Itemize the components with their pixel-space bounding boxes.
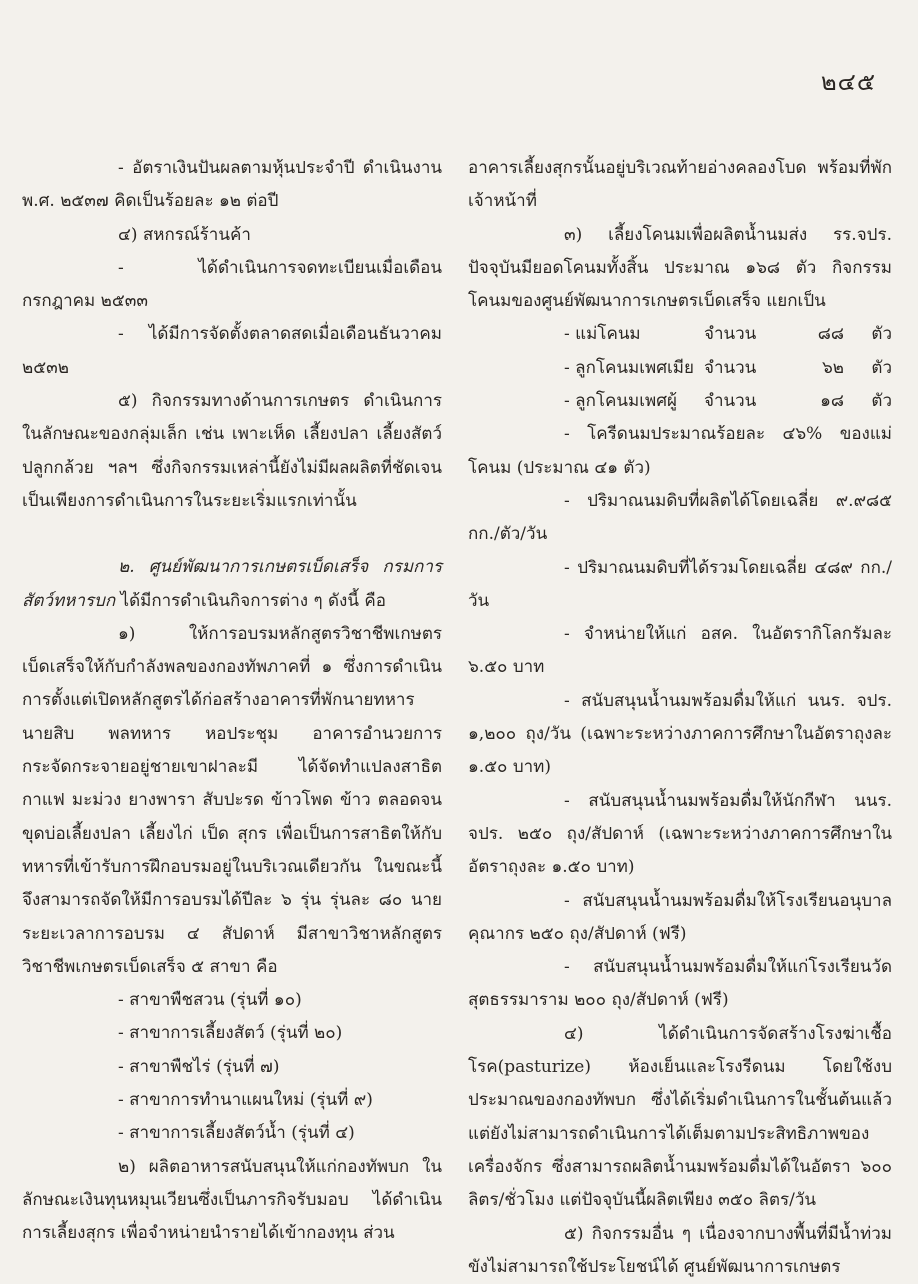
cattle-unit: ตัว	[844, 352, 892, 385]
other-activities-paragraph: ๕) กิจกรรมอื่น ๆ เนื่องจากบางพื้นที่มีน้ำท่วมขังไม่สามารถใช้ประโยชน์ได้ ศูนย์พัฒนาการเกษตร	[468, 1218, 892, 1284]
dairy-paragraph: ๓) เลี้ยงโคนมเพื่อผลิตน้ำนมส่ง รร.จปร. ปัจจุบันมียอดโคนมทั้งสิ้น ประมาณ ๑๖๘ ตัว กิจกรรมโคนมของศูนย์พัฒนาการเกษตรเบ็ดเสร็จ แยกเป็น	[468, 219, 892, 319]
page-number: ๒๔๕	[821, 62, 876, 101]
market-paragraph: - ได้มีการจัดตั้งตลาดสดเมื่อเดือนธันวาคม ๒๕๓๒	[22, 318, 442, 385]
registration-paragraph: - ได้ดำเนินการจดทะเบียนเมื่อเดือนกรกฎาคม ๒๕๓๓	[22, 252, 442, 319]
section-heading-tail: ได้มีการดำเนินกิจการต่าง ๆ ดังนี้ คือ	[115, 591, 386, 611]
section-heading-title: ๒. ศูนย์พัฒนาการเกษตรเบ็ดเสร็จ กรมการสัตว์ทหารบก	[22, 557, 442, 610]
section-gap	[22, 518, 442, 551]
cattle-label: จำนวน	[704, 352, 784, 385]
cattle-row	[468, 352, 892, 385]
milk-per-cow-paragraph: - ปริมาณนมดิบที่ผลิตได้โดยเฉลี่ย ๙.๙๘๕ กก./ตัว/วัน	[468, 485, 892, 552]
sales-paragraph: - จำหน่ายให้แก่ อสค. ในอัตรากิโลกรัมละ ๖.๕๐ บาท	[468, 618, 892, 685]
branch-item: - สาขาพืชสวน (รุ่นที่ ๑๐)	[22, 984, 442, 1017]
cattle-label: จำนวน	[704, 385, 784, 418]
cattle-name: - ลูกโคนมเพศผู้	[564, 385, 704, 418]
cattle-unit: ตัว	[844, 385, 892, 418]
cattle-name: - ลูกโคนมเพศเมีย	[564, 352, 704, 385]
branch-item: - สาขาการทำนาแผนใหม่ (รุ่นที่ ๙)	[22, 1084, 442, 1117]
cattle-row	[468, 318, 892, 351]
branch-item: - สาขาการเลี้ยงสัตว์น้ำ (รุ่นที่ ๔)	[22, 1117, 442, 1150]
agriculture-paragraph: ๕) กิจกรรมทางด้านการเกษตร ดำเนินการในลักษณะของกลุ่มเล็ก เช่น เพาะเห็ด เลี้ยงปลา เลี้ยงสัตว์ ปลูกกล้วย ฯลฯ ซึ่งกิจกรรมเหล่านี้ยังไม่มีผลผลิตที่ชัดเจน เป็นเพียงการดำเนินการในระยะเริ่มแรกเท่านั้น	[22, 385, 442, 518]
left-column	[22, 152, 442, 1251]
branch-item: - สาขาพืชไร่ (รุ่นที่ ๗)	[22, 1051, 442, 1084]
cattle-name: - แม่โคนม	[564, 318, 704, 351]
training-paragraph: ๑) ให้การอบรมหลักสูตรวิชาชีพเกษตรเบ็ดเสร็จให้กับกำลังพลของกองทัพภาคที่ ๑ ซึ่งการดำเนินการตั้งแต่เปิดหลักสูตรได้ก่อสร้างอาคารที่พักนายทหาร นายสิบ พลทหาร หอประชุม อาคารอำนวยการ กระจัดกระจายอยู่ชายเขาฝาละมี ได้จัดทำแปลงสาธิต กาแฟ มะม่วง ยางพารา สับปะรด ข้าวโพด ข้าว ตลอดจนขุดบ่อเลี้ยงปลา เลี้ยงไก่ เป็ด สุกร เพื่อเป็นการสาธิตให้กับทหารที่เข้ารับการฝึกอบรมอยู่ในบริเวณเดียวกัน ในขณะนี้จึงสามารถจัดให้มีการอบรมได้ปีละ ๖ รุ่น รุ่นละ ๘๐ นาย ระยะเวลาการอบรม ๔ สัปดาห์ มีสาขาวิชาหลักสูตรวิชาชีพเกษตรเบ็ดเสร็จ ๕ สาขา คือ	[22, 618, 442, 984]
pig-building-paragraph: อาคารเลี้ยงสุกรนั้นอยู่บริเวณท้ายอ่างคลองโบด พร้อมที่พักเจ้าหน้าที่	[468, 152, 892, 219]
right-column	[468, 152, 892, 1284]
milking-cows-paragraph: - โครีดนมประมาณร้อยละ ๔๖% ของแม่โคนม (ประมาณ ๔๑ ตัว)	[468, 418, 892, 485]
food-production-paragraph: ๒) ผลิตอาหารสนับสนุนให้แก่กองทัพบก ในลักษณะเงินทุนหมุนเวียนซึ่งเป็นภารกิจรับมอบ ได้ดำเนินการเลี้ยงสุกร เพื่อจำหน่ายนำรายได้เข้ากองทุน ส่วน	[22, 1151, 442, 1251]
cattle-count: ๑๘	[784, 385, 844, 418]
section-heading	[22, 551, 442, 618]
pasteurize-paragraph: ๔) ได้ดำเนินการจัดสร้างโรงฆ่าเชื้อโรค(pasturize) ห้องเย็นและโรงรีดนม โดยใช้งบประมาณของกองทัพบก ซึ่งได้เริ่มดำเนินการในชั้นต้นแล้ว แต่ยังไม่สามารถดำเนินการได้เต็มตามประสิทธิภาพของเครื่องจักร ซึ่งสามารถผลิตน้ำนมพร้อมดื่มได้ในอัตรา ๖๐๐ ลิตร/ชั่วโมง แต่ปัจจุบันนี้ผลิตเพียง ๓๕๐ ลิตร/วัน	[468, 1018, 892, 1218]
cadet-support-paragraph: - สนับสนุนน้ำนมพร้อมดื่มให้แก่ นนร. จปร. ๑,๒๐๐ ถุง/วัน (เฉพาะระหว่างภาคการศึกษาในอัตราถุงละ ๑.๕๐ บาท)	[468, 685, 892, 785]
cattle-count: ๘๘	[784, 318, 844, 351]
athlete-support-paragraph: - สนับสนุนน้ำนมพร้อมดื่มให้นักกีฬา นนร. จปร. ๒๕๐ ถุง/สัปดาห์ (เฉพาะระหว่างภาคการศึกษาในอัตราถุงละ ๑.๕๐ บาท)	[468, 785, 892, 885]
coop-store-heading: ๔) สหกรณ์ร้านค้า	[22, 219, 442, 252]
kindergarten-support-paragraph: - สนับสนุนน้ำนมพร้อมดื่มให้โรงเรียนอนุบาลคุณากร ๒๕๐ ถุง/สัปดาห์ (ฟรี)	[468, 885, 892, 952]
milk-total-paragraph: - ปริมาณนมดิบที่ได้รวมโดยเฉลี่ย ๔๘๙ กก./วัน	[468, 552, 892, 619]
cattle-row	[468, 385, 892, 418]
branch-item: - สาขาการเลี้ยงสัตว์ (รุ่นที่ ๒๐)	[22, 1017, 442, 1050]
cattle-label: จำนวน	[704, 318, 784, 351]
cattle-count: ๖๒	[784, 352, 844, 385]
temple-school-support-paragraph: - สนับสนุนน้ำนมพร้อมดื่มให้แก่โรงเรียนวัดสุตธรรมาราม ๒๐๐ ถุง/สัปดาห์ (ฟรี)	[468, 951, 892, 1018]
cattle-unit: ตัว	[844, 318, 892, 351]
dividend-paragraph: - อัตราเงินปันผลตามหุ้นประจำปี ดำเนินงาน พ.ศ. ๒๕๓๗ คิดเป็นร้อยละ ๑๒ ต่อปี	[22, 152, 442, 219]
